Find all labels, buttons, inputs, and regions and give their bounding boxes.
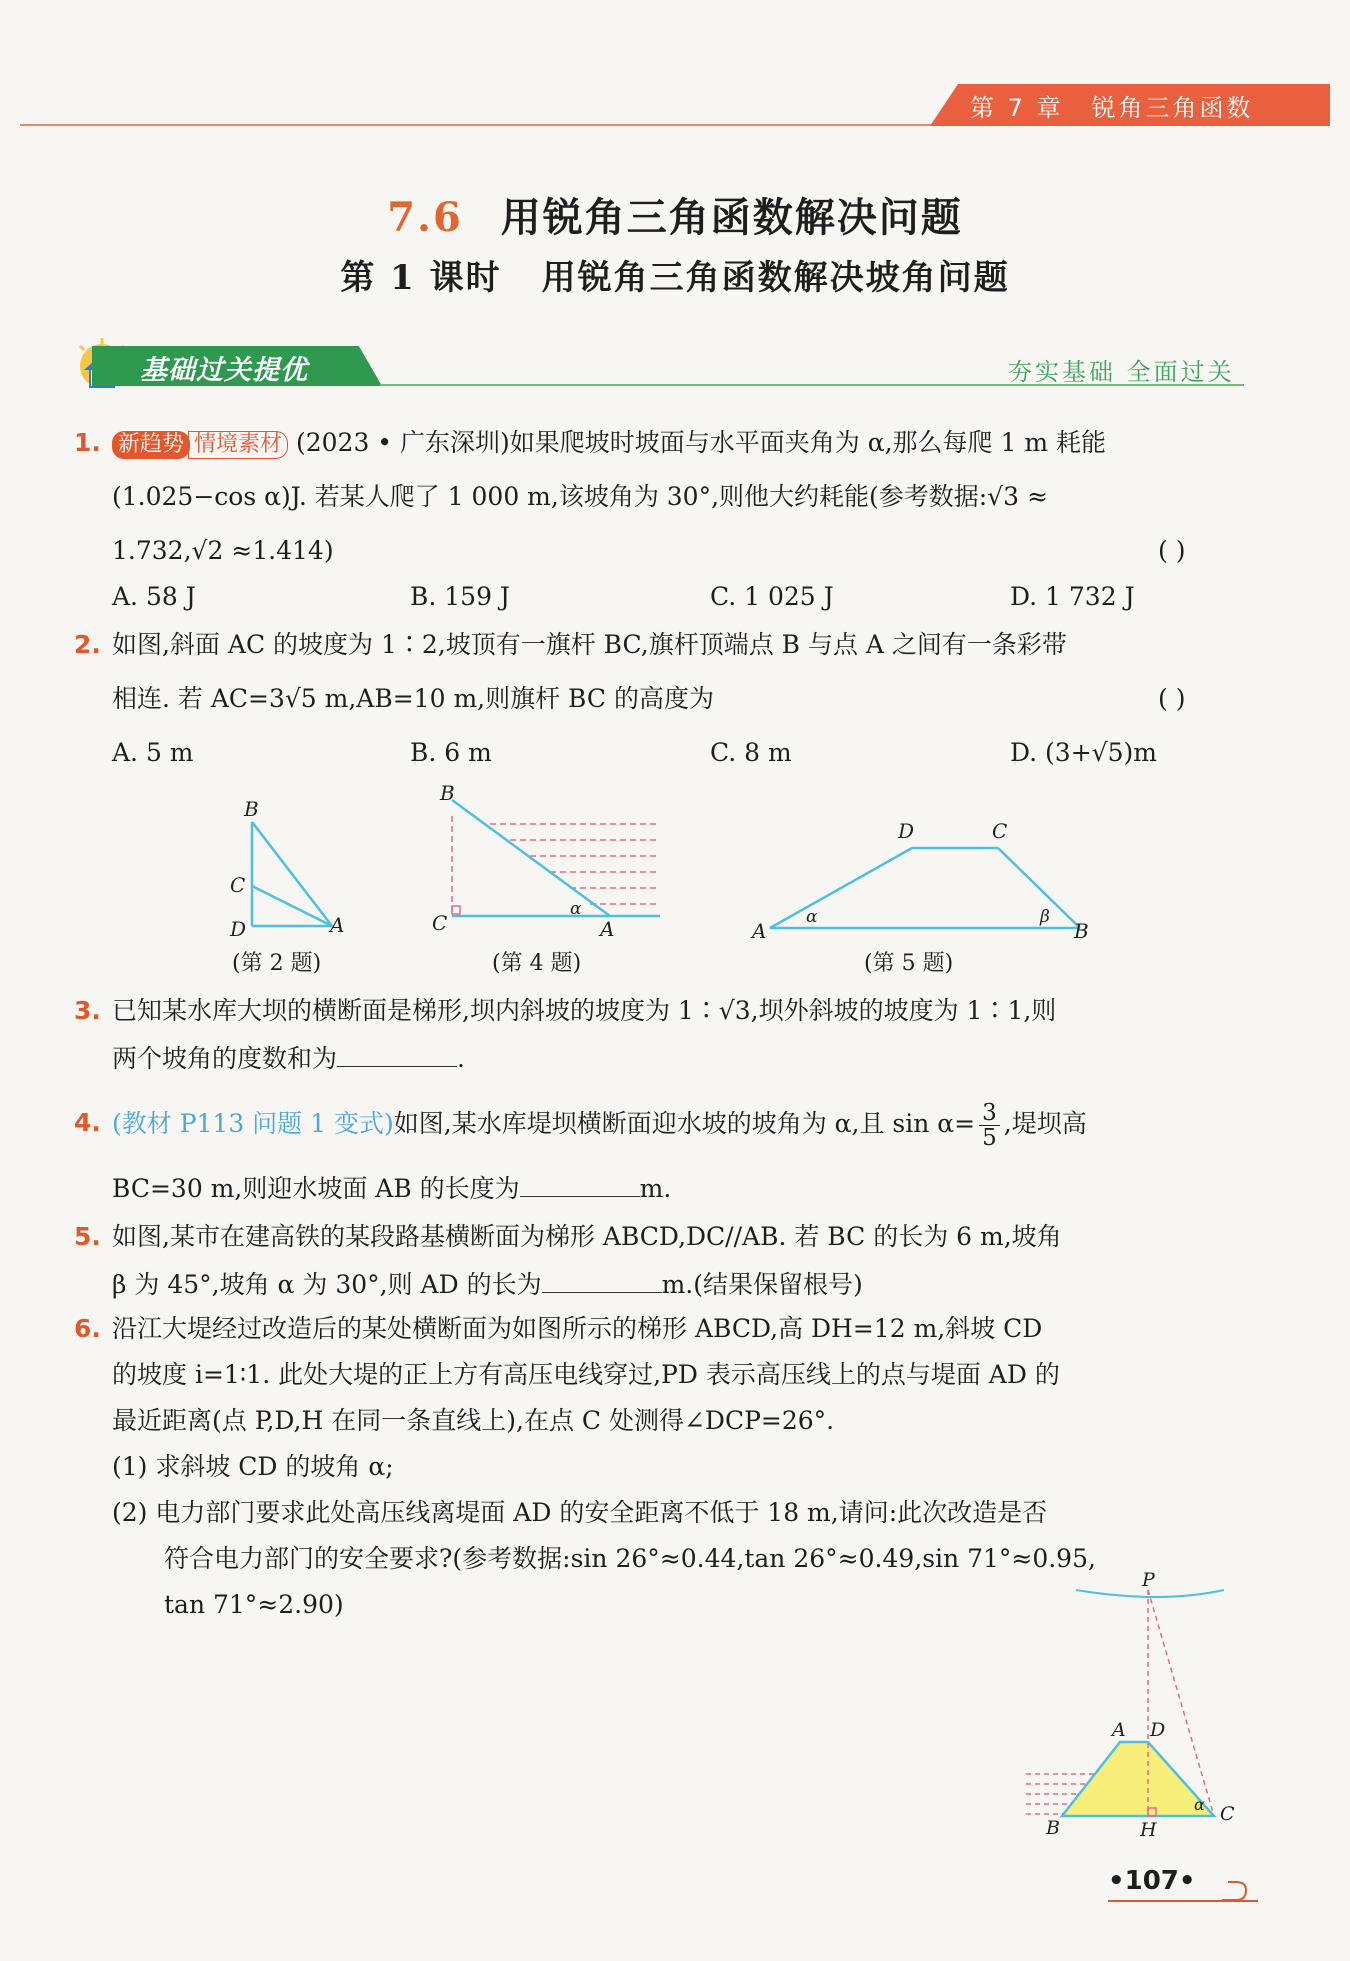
q2-text-2: 相连. 若 AC=3√5 m,AB=10 m,则旗杆 BC 的高度为 — [112, 684, 714, 713]
q2-answer-bracket: ( ) — [1158, 684, 1186, 713]
tag-new-trend: 新趋势 — [112, 431, 190, 459]
tag-context: 情境素材 — [188, 431, 288, 459]
fig6-label-alpha: α — [1194, 1795, 1205, 1814]
lesson-title: 用锐角三角函数解决坡角问题 — [541, 258, 1010, 298]
q3-text-2-end: . — [457, 1044, 465, 1073]
header-rule — [20, 124, 950, 126]
page-subtitle — [0, 250, 1350, 299]
q6-number: 6. — [74, 1314, 101, 1343]
fig5-caption: (第 5 题) — [864, 951, 954, 976]
q6-sub2-line2: 符合电力部门的安全要求?(参考数据:sin 26°≈0.44,tan 26°≈0.49,sin 71°≈0.95, — [164, 1544, 1096, 1573]
q5-text-2-end: m.(结果保留根号) — [661, 1270, 863, 1299]
q2-option-a: A. 5 m — [112, 738, 194, 767]
q1-answer-bracket: ( ) — [1158, 536, 1186, 565]
q4-text-2: BC=30 m,则迎水坡面 AB 的长度为 — [112, 1174, 520, 1203]
fig6-label-p: P — [1142, 1570, 1155, 1591]
q2-option-b: B. 6 m — [410, 738, 492, 767]
q6-text-2: 的坡度 i=1∶1. 此处大堤的正上方有高压电线穿过,PD 表示高压线上的点与堤面 AD 的 — [112, 1360, 1060, 1389]
q3-line2 — [112, 1042, 465, 1074]
fig5-label-alpha: α — [806, 907, 818, 927]
fig6-label-d: D — [1150, 1719, 1166, 1741]
chapter-header — [970, 88, 1282, 123]
q2-option-d: D. (3+√5)m — [1010, 738, 1157, 767]
q1-option-b: B. 159 J — [410, 582, 510, 611]
q1-text-1: (2023 • 广东深圳)如果爬坡时坡面与水平面夹角为 α,那么每爬 1 m 耗能 — [295, 428, 1106, 457]
q1-text-2: (1.025−cos α)J. 若某人爬了 1 000 m,该坡角为 30°,则他大约耗能(参考数据:√3 ≈ — [112, 482, 1048, 511]
fig4-label-b: B — [440, 781, 455, 805]
figure-5 — [740, 816, 1100, 946]
q1-text-3: 1.732,√2 ≈1.414) — [112, 536, 334, 565]
q2-text-1: 如图,斜面 AC 的坡度为 1∶2,坡顶有一旗杆 BC,旗杆顶端点 B 与点 A 之间有一条彩带 — [112, 630, 1067, 659]
q1-option-d: D. 1 732 J — [1010, 582, 1135, 611]
page-curl-icon — [1220, 1878, 1250, 1904]
fig4-label-a: A — [600, 917, 615, 941]
fig4-label-alpha: α — [570, 899, 582, 919]
section-number: 7.6 — [387, 194, 463, 241]
fig2-label-b: B — [244, 797, 259, 821]
section-motto: 夯实基础 全面过关 — [1008, 358, 1235, 386]
fig5-label-beta: β — [1040, 907, 1050, 927]
q4-text-2-end: m. — [639, 1174, 672, 1203]
q5-text-1: 如图,某市在建高铁的某段路基横断面为梯形 ABCD,DC//AB. 若 BC 的长为 6 m,坡角 — [112, 1222, 1062, 1251]
fig6-label-b: B — [1046, 1817, 1060, 1839]
q5-text-2: β 为 45°,坡角 α 为 30°,则 AD 的长为 — [112, 1270, 542, 1299]
figure-4 — [430, 780, 670, 946]
q1-line1 — [112, 428, 1106, 459]
q3-text-1: 已知某水库大坝的横断面是梯形,坝内斜坡的坡度为 1∶√3,坝外斜坡的坡度为 1∶1,则 — [112, 996, 1057, 1025]
q3-text-2: 两个坡角的度数和为 — [112, 1044, 338, 1073]
q4-line1 — [112, 1094, 1087, 1154]
q5-answer-blank[interactable] — [542, 1268, 662, 1293]
fig4-caption: (第 4 题) — [492, 951, 582, 976]
q4-number: 4. — [74, 1108, 101, 1137]
fig2-caption: (第 2 题) — [232, 951, 322, 976]
figure-2 — [220, 796, 360, 946]
fig2-label-c: C — [230, 873, 246, 897]
q1-option-c: C. 1 025 J — [710, 582, 834, 611]
q6-sub2-line3: tan 71°≈2.90) — [164, 1590, 344, 1619]
q3-number: 3. — [74, 996, 101, 1025]
q4-text-1-end: ,堤坝高 — [1003, 1109, 1087, 1138]
q1-number: 1. — [74, 428, 101, 457]
fig2-label-d: D — [230, 917, 247, 941]
lesson-label: 第 1 课时 — [340, 258, 502, 298]
q2-option-c: C. 8 m — [710, 738, 792, 767]
q6-text-1: 沿江大堤经过改造后的某处横断面为如图所示的梯形 ABCD,高 DH=12 m,斜坡 CD — [112, 1314, 1043, 1343]
fig5-label-c: C — [992, 819, 1008, 843]
fig5-label-d: D — [898, 819, 915, 843]
figure-6 — [1020, 1570, 1260, 1850]
q4-text-1: 如图,某水库堤坝横断面迎水坡的坡角为 α,且 sin α= — [393, 1109, 976, 1138]
q4-frac-denominator: 5 — [982, 1125, 997, 1151]
q4-answer-blank[interactable] — [520, 1172, 640, 1197]
page-title — [0, 186, 1350, 243]
q6-sub1: (1) 求斜坡 CD 的坡角 α; — [112, 1452, 394, 1481]
chapter-number: 第 7 章 — [970, 94, 1064, 122]
fig4-label-c: C — [432, 911, 448, 935]
chapter-title: 锐角三角函数 — [1091, 94, 1254, 122]
section-title: 用锐角三角函数解决问题 — [500, 194, 963, 241]
fig5-label-a: A — [752, 919, 767, 943]
q4-frac-numerator: 3 — [979, 1101, 1000, 1126]
q6-text-3: 最近距离(点 P,D,H 在同一条直线上),在点 C 处测得∠DCP=26°. — [112, 1406, 835, 1435]
fig2-label-a: A — [330, 913, 345, 937]
q2-number: 2. — [74, 630, 101, 659]
q4-fraction — [979, 1101, 1000, 1150]
q3-answer-blank[interactable] — [337, 1042, 457, 1067]
fig5-label-b: B — [1074, 919, 1089, 943]
fig6-label-h: H — [1140, 1819, 1157, 1841]
q5-line2 — [112, 1268, 863, 1300]
q4-line2 — [112, 1172, 671, 1204]
page-number: •107• — [1108, 1866, 1196, 1896]
q4-source: (教材 P113 问题 1 变式) — [112, 1109, 394, 1138]
q1-option-a: A. 58 J — [112, 582, 196, 611]
fig6-label-a: A — [1112, 1719, 1126, 1741]
q6-sub2-line1: (2) 电力部门要求此处高压线离堤面 AD 的安全距离不低于 18 m,请问:此次改造是否 — [112, 1498, 1048, 1527]
section-banner-text: 基础过关提优 — [140, 355, 308, 386]
q5-number: 5. — [74, 1222, 101, 1251]
fig6-label-c: C — [1220, 1803, 1235, 1825]
